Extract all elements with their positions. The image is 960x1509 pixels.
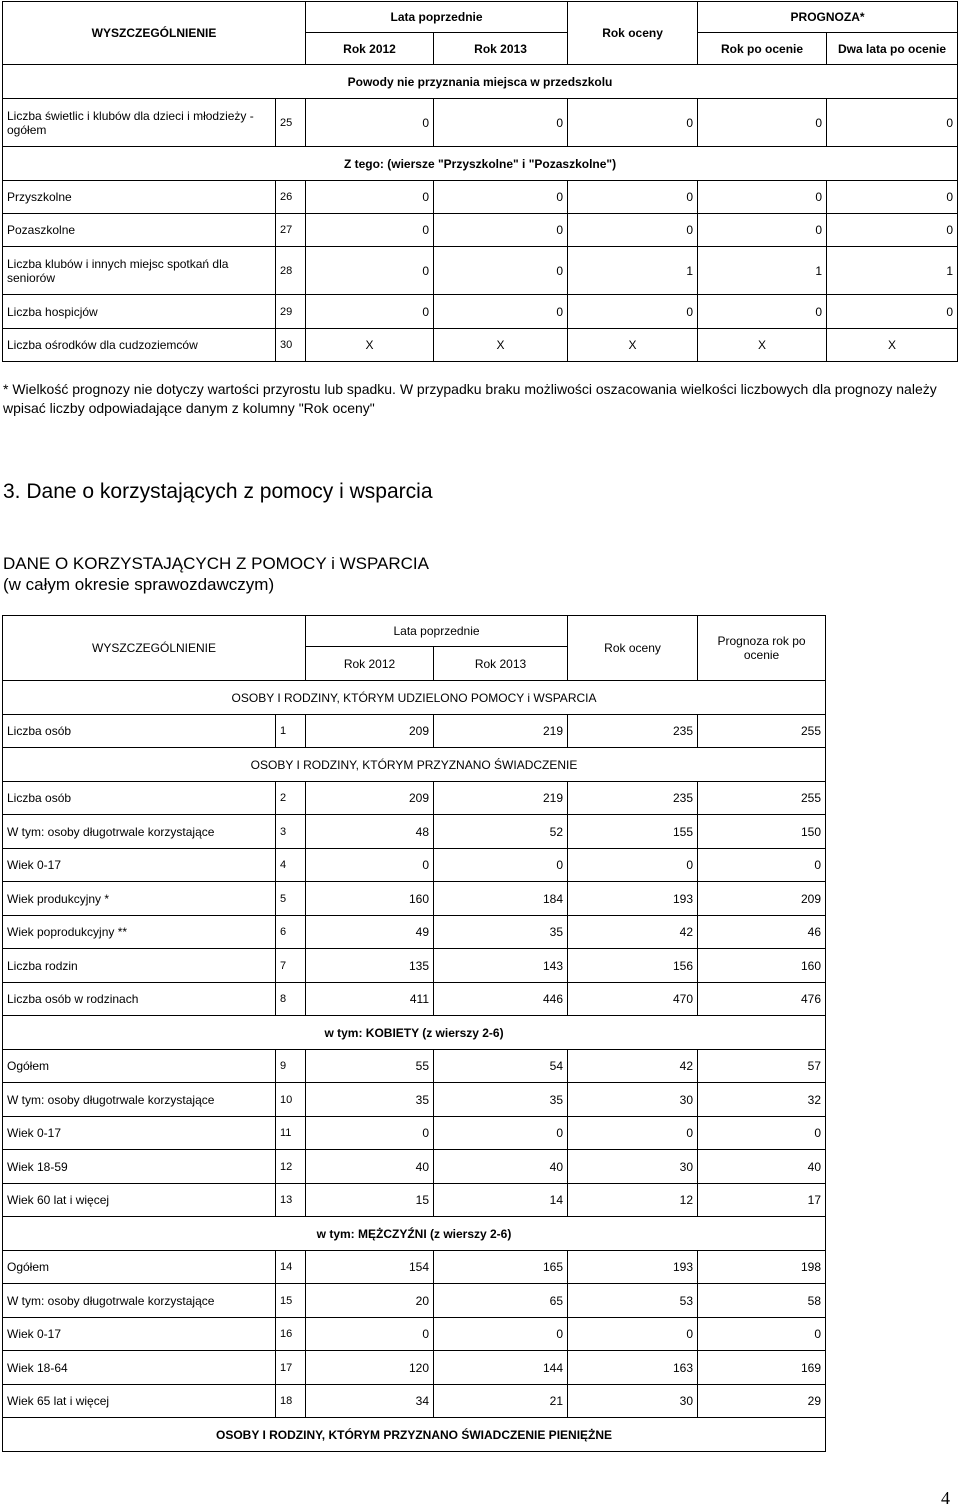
row-number: 26	[276, 181, 306, 214]
row-number: 29	[276, 295, 306, 329]
cell: 0	[827, 295, 958, 329]
table-row	[3, 99, 958, 147]
cell: 0	[568, 214, 698, 247]
cell: 160	[306, 882, 434, 916]
cell: 0	[306, 849, 434, 882]
row-label: Wiek 18-59	[3, 1150, 276, 1184]
cell: 184	[434, 882, 568, 916]
table-row	[3, 815, 826, 849]
table-row	[3, 949, 826, 983]
row-label: Wiek 0-17	[3, 1318, 276, 1351]
cell: 255	[698, 782, 826, 815]
row-number: 12	[276, 1150, 306, 1184]
table-row	[3, 849, 826, 882]
cell: 30	[568, 1385, 698, 1418]
cell: 219	[434, 715, 568, 748]
header-rok-oceny: Rok oceny	[568, 616, 698, 681]
cell: X	[568, 329, 698, 362]
cell: 144	[434, 1351, 568, 1385]
row-number: 7	[276, 949, 306, 983]
row-label: W tym: osoby długotrwale korzystające	[3, 815, 276, 849]
row-label: Ogółem	[3, 1251, 276, 1284]
subheading-period: (w całym okresie sprawozdawczym)	[3, 575, 275, 594]
row-number: 25	[276, 99, 306, 147]
cell: 0	[568, 99, 698, 147]
cell: 52	[434, 815, 568, 849]
section-heading: 3. Dane o korzystających z pomocy i wsparcia	[3, 480, 433, 503]
cell: X	[698, 329, 827, 362]
cell: 476	[698, 983, 826, 1016]
cell: 35	[306, 1083, 434, 1117]
row-label: Wiek 0-17	[3, 849, 276, 882]
cell: 0	[827, 99, 958, 147]
cell: 0	[434, 1117, 568, 1150]
cell: 1	[698, 247, 827, 295]
cell: 143	[434, 949, 568, 983]
cell: 0	[434, 1318, 568, 1351]
cell: 235	[568, 715, 698, 748]
cell: 209	[306, 782, 434, 815]
row-label: Liczba hospicjów	[3, 295, 276, 329]
cell: 54	[434, 1050, 568, 1083]
cell: 30	[568, 1150, 698, 1184]
cell: 42	[568, 1050, 698, 1083]
cell: 12	[568, 1184, 698, 1217]
row-number: 13	[276, 1184, 306, 1217]
row-label: Liczba rodzin	[3, 949, 276, 983]
cell: 0	[306, 1117, 434, 1150]
cell: 0	[306, 99, 434, 147]
cell: 0	[827, 214, 958, 247]
cell: 0	[698, 214, 827, 247]
row-number: 6	[276, 916, 306, 949]
cell: 0	[698, 295, 827, 329]
cell: 209	[698, 882, 826, 916]
cell: 29	[698, 1385, 826, 1418]
beneficiaries-table	[2, 615, 826, 1452]
cell: 0	[306, 181, 434, 214]
cell: 150	[698, 815, 826, 849]
cell: 0	[434, 181, 568, 214]
cell: 57	[698, 1050, 826, 1083]
row-number: 9	[276, 1050, 306, 1083]
cell: 48	[306, 815, 434, 849]
cell: 155	[568, 815, 698, 849]
cell: 0	[568, 295, 698, 329]
row-number: 27	[276, 214, 306, 247]
cell: 470	[568, 983, 698, 1016]
row-number: 2	[276, 782, 306, 815]
cell: 1	[568, 247, 698, 295]
cell: 34	[306, 1385, 434, 1418]
cell: 55	[306, 1050, 434, 1083]
cell: 0	[568, 181, 698, 214]
cell: 0	[306, 247, 434, 295]
header-wyszczegolnienie: WYSZCZEGÓLNIENIE	[3, 616, 306, 681]
header-wyszczegolnienie: WYSZCZEGÓLNIENIE	[3, 2, 306, 65]
row-label: Wiek 60 lat i więcej	[3, 1184, 276, 1217]
row-number: 16	[276, 1318, 306, 1351]
row-label: Wiek 0-17	[3, 1117, 276, 1150]
cell: 49	[306, 916, 434, 949]
cell: 0	[568, 1318, 698, 1351]
row-number: 3	[276, 815, 306, 849]
cell: 65	[434, 1284, 568, 1318]
table-row	[3, 1385, 826, 1418]
cell: 53	[568, 1284, 698, 1318]
cell: 0	[306, 1318, 434, 1351]
row-label: Ogółem	[3, 1050, 276, 1083]
table-row	[3, 295, 958, 329]
section-header: OSOBY I RODZINY, KTÓRYM PRZYZNANO ŚWIADCZENIE PIENIĘŻNE	[3, 1418, 826, 1452]
table-row	[3, 1351, 826, 1385]
table-row	[3, 329, 958, 362]
cell: 154	[306, 1251, 434, 1284]
cell: X	[827, 329, 958, 362]
header-rok-po-ocenie: Rok po ocenie	[698, 33, 827, 65]
table-row	[3, 181, 958, 214]
header-rok-2013: Rok 2013	[434, 33, 568, 65]
header-rok-2012: Rok 2012	[306, 647, 434, 681]
cell: 411	[306, 983, 434, 1016]
cell: 193	[568, 1251, 698, 1284]
cell: 193	[568, 882, 698, 916]
cell: X	[306, 329, 434, 362]
table-row	[3, 715, 826, 748]
header-prognoza: PROGNOZA*	[698, 2, 958, 33]
header-prognoza: Prognoza rok po ocenie	[698, 616, 826, 681]
table-row	[3, 1050, 826, 1083]
table-row	[3, 1284, 826, 1318]
cell: 0	[434, 99, 568, 147]
cell: 0	[434, 295, 568, 329]
subheading	[3, 553, 429, 595]
row-number: 10	[276, 1083, 306, 1117]
cell: 0	[827, 181, 958, 214]
forecast-table	[2, 1, 958, 362]
header-rok-2012: Rok 2012	[306, 33, 434, 65]
header-rok-2013: Rok 2013	[434, 647, 568, 681]
cell: 160	[698, 949, 826, 983]
cell: 0	[698, 1318, 826, 1351]
cell: 32	[698, 1083, 826, 1117]
row-label: Liczba ośrodków dla cudzoziemców	[3, 329, 276, 362]
cell: 135	[306, 949, 434, 983]
cell: 0	[306, 295, 434, 329]
header-dwa-lata: Dwa lata po ocenie	[827, 33, 958, 65]
table-row	[3, 1318, 826, 1351]
row-label: Liczba osób	[3, 782, 276, 815]
section-header: w tym: MĘŻCZYŹNI (z wierszy 2-6)	[3, 1217, 826, 1251]
cell: 17	[698, 1184, 826, 1217]
cell: 35	[434, 916, 568, 949]
row-label: Wiek produkcyjny *	[3, 882, 276, 916]
cell: 156	[568, 949, 698, 983]
row-number: 14	[276, 1251, 306, 1284]
cell: 0	[306, 214, 434, 247]
cell: 169	[698, 1351, 826, 1385]
cell: 21	[434, 1385, 568, 1418]
cell: 20	[306, 1284, 434, 1318]
header-lata-poprzednie: Lata poprzednie	[306, 616, 568, 647]
section-header: OSOBY I RODZINY, KTÓRYM UDZIELONO POMOCY i WSPARCIA	[3, 681, 826, 715]
row-number: 30	[276, 329, 306, 362]
cell: 40	[306, 1150, 434, 1184]
row-number: 17	[276, 1351, 306, 1385]
header-rok-oceny: Rok oceny	[568, 2, 698, 65]
table-row	[3, 882, 826, 916]
subheading-title: DANE O KORZYSTAJĄCYCH Z POMOCY i WSPARCIA	[3, 554, 429, 573]
cell: 1	[827, 247, 958, 295]
cell: 0	[568, 1117, 698, 1150]
row-label: Wiek 65 lat i więcej	[3, 1385, 276, 1418]
section-header: Powody nie przyznania miejsca w przedszkolu	[3, 65, 958, 99]
table-row	[3, 214, 958, 247]
row-label: W tym: osoby długotrwale korzystające	[3, 1083, 276, 1117]
page-number: 4	[941, 1488, 950, 1508]
row-number: 18	[276, 1385, 306, 1418]
cell: 0	[434, 214, 568, 247]
cell: 165	[434, 1251, 568, 1284]
cell: 42	[568, 916, 698, 949]
row-label: Liczba osób	[3, 715, 276, 748]
cell: 0	[698, 181, 827, 214]
table-row	[3, 782, 826, 815]
cell: 35	[434, 1083, 568, 1117]
table-row	[3, 1150, 826, 1184]
cell: X	[434, 329, 568, 362]
table-row	[3, 1083, 826, 1117]
table-row	[3, 916, 826, 949]
footnote: * Wielkość prognozy nie dotyczy wartości przyrostu lub spadku. W przypadku braku możliwości oszacowania wielkości liczbowych dla prognozy należy wpisać liczby odpowiadające danym z kolumny "Rok oceny"	[3, 381, 937, 416]
cell: 0	[698, 849, 826, 882]
cell: 0	[434, 849, 568, 882]
row-label: Pozaszkolne	[3, 214, 276, 247]
cell: 446	[434, 983, 568, 1016]
cell: 0	[434, 247, 568, 295]
cell: 40	[698, 1150, 826, 1184]
cell: 46	[698, 916, 826, 949]
row-number: 4	[276, 849, 306, 882]
header-lata-poprzednie: Lata poprzednie	[306, 2, 568, 33]
row-number: 11	[276, 1117, 306, 1150]
row-label: Liczba klubów i innych miejsc spotkań dla seniorów	[3, 247, 276, 295]
cell: 235	[568, 782, 698, 815]
table-row	[3, 1184, 826, 1217]
row-label: Wiek poprodukcyjny **	[3, 916, 276, 949]
row-number: 8	[276, 983, 306, 1016]
cell: 198	[698, 1251, 826, 1284]
row-label: Liczba świetlic i klubów dla dzieci i młodzieży - ogółem	[3, 99, 276, 147]
row-label: Liczba osób w rodzinach	[3, 983, 276, 1016]
row-number: 1	[276, 715, 306, 748]
cell: 15	[306, 1184, 434, 1217]
row-number: 15	[276, 1284, 306, 1318]
row-number: 5	[276, 882, 306, 916]
table-row	[3, 247, 958, 295]
cell: 219	[434, 782, 568, 815]
cell: 30	[568, 1083, 698, 1117]
row-label: Wiek 18-64	[3, 1351, 276, 1385]
row-label: Przyszkolne	[3, 181, 276, 214]
cell: 14	[434, 1184, 568, 1217]
cell: 58	[698, 1284, 826, 1318]
cell: 40	[434, 1150, 568, 1184]
cell: 255	[698, 715, 826, 748]
section-header: Z tego: (wiersze "Przyszkolne" i "Pozaszkolne")	[3, 147, 958, 181]
cell: 209	[306, 715, 434, 748]
table-row	[3, 983, 826, 1016]
cell: 0	[698, 1117, 826, 1150]
section-header: OSOBY I RODZINY, KTÓRYM PRZYZNANO ŚWIADCZENIE	[3, 748, 826, 782]
table-row	[3, 1251, 826, 1284]
row-number: 28	[276, 247, 306, 295]
cell: 0	[568, 849, 698, 882]
table-row	[3, 1117, 826, 1150]
row-label: W tym: osoby długotrwale korzystające	[3, 1284, 276, 1318]
cell: 163	[568, 1351, 698, 1385]
section-header: w tym: KOBIETY (z wierszy 2-6)	[3, 1016, 826, 1050]
cell: 120	[306, 1351, 434, 1385]
cell: 0	[698, 99, 827, 147]
